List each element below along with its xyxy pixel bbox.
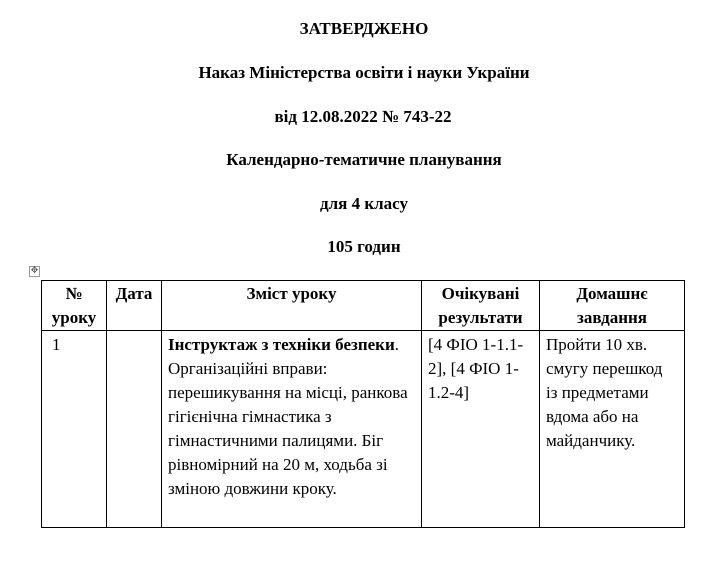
cell-content [162,331,422,528]
order-heading: Наказ Міністерства освіти і науки України [198,63,530,82]
order-date-heading: від 12.08.2022 № 743-22 [274,107,452,126]
column-header-date: Дата [107,281,162,331]
column-header-lesson-number: № уроку [42,281,107,331]
plan-title-heading: Календарно-тематичне планування [226,150,502,169]
column-header-content: Зміст уроку [162,281,422,331]
content-bold-text: Інструктаж з техніки безпеки [168,335,395,354]
grade-heading: для 4 класу [320,194,408,213]
column-header-homework: Домашнє завдання [540,281,685,331]
approved-heading: ЗАТВЕРДЖЕНО [299,19,429,38]
table-row [42,331,685,528]
hours-heading: 105 годин [327,237,401,256]
table-header-row [42,281,685,331]
cell-results: [4 ФІО 1-1.1-2], [4 ФІО 1-1.2-4] [422,331,540,528]
cell-lesson-number: 1 [42,331,107,528]
content-text: . Організаційні вправи: перешикування на місці, ранкова гігієнічна гімнастика з гімнастичними палицями. Біг рівномірний на 20 м, ходьба зі зміною довжини кроку. [168,335,408,498]
cell-homework: Пройти 10 хв. смугу перешкод із предметами вдома або на майданчику. [540,331,685,528]
lesson-plan-table [41,280,685,528]
cell-date [107,331,162,528]
table-move-handle-icon[interactable]: ✥ [30,266,39,276]
column-header-results: Очікувані результати [422,281,540,331]
